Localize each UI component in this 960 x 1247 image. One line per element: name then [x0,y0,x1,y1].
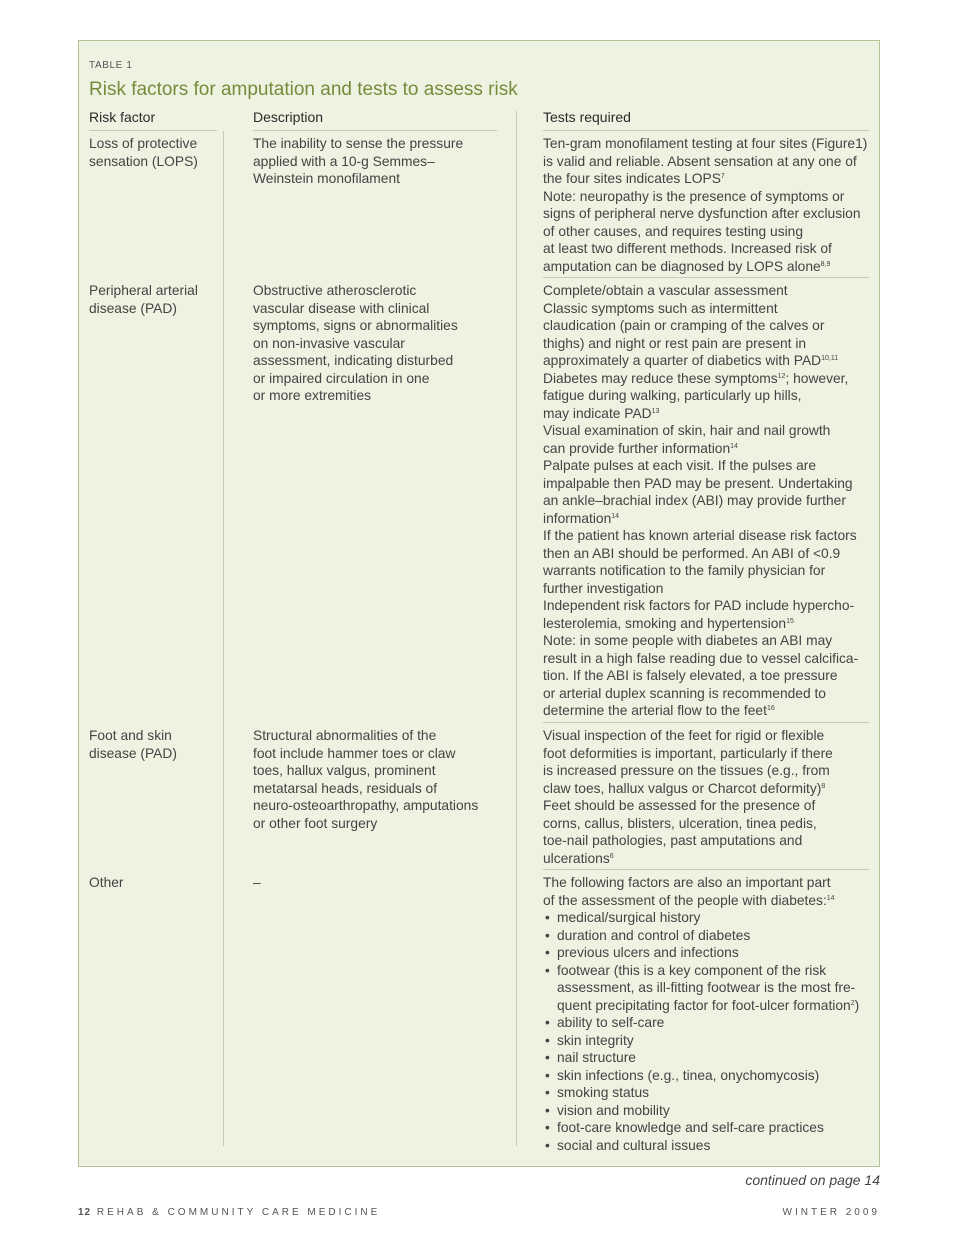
description-cell [253,282,458,405]
cell-line: or impaired circulation in one [253,370,430,386]
reference-superscript: 13 [651,407,660,415]
footer-issue: WINTER 2009 [782,1207,880,1218]
cell-line: toes, hallux valgus, prominent [253,763,436,778]
column-divider [223,131,224,1146]
cell-line: applied with a 10-g Semmes– [253,153,435,169]
bullet-item: • foot-care knowledge and self-care practices [543,1119,859,1137]
reference-superscript: 14 [826,894,835,902]
cell-line: foot include hammer toes or claw [253,745,456,761]
cell-line: Peripheral arterial [89,283,198,298]
reference-superscript: 14 [611,512,620,520]
bullet-item: • smoking status [543,1084,859,1102]
column-divider [516,111,517,1146]
cell-line: Foot and skin [89,728,172,743]
reference-superscript: 12 [777,372,786,380]
bullet-item: • social and cultural issues [543,1137,859,1155]
risk-factor-cell [89,282,198,317]
cell-line: The following factors are also an important part [543,875,831,890]
cell-line: or arterial duplex scanning is recommended to [543,685,826,701]
publication-name: REHAB & COMMUNITY CARE MEDICINE [96,1207,381,1218]
cell-line: quent precipitating factor for foot-ulcer formation$^2$) [557,997,860,1013]
reference-superscript: 2 [850,999,855,1007]
bullet-item: • vision and mobility [543,1102,859,1120]
cell-line: foot deformities is important, particularly if there [543,745,833,761]
table-panel [78,40,880,1167]
cell-line: determine the arterial flow to the feet$^{16}$ [543,703,775,718]
page-number: 12 [78,1207,92,1218]
cell-line: Ten-gram monofilament testing at four sites (Figure1) [543,136,868,151]
row-divider [253,130,497,131]
cell-line: Feet should be assessed for the presence of [543,798,816,813]
cell-line: disease (PAD) [89,300,177,316]
cell-line: Diabetes may reduce these symptoms$^{12}$; however, [543,370,849,386]
bullet-item: • medical/surgical history [543,909,859,927]
header-risk-factor: Risk factor [89,109,156,125]
cell-line: Visual examination of skin, hair and nail growth [543,423,831,438]
cell-line: Classic symptoms such as intermittent [543,300,778,316]
risk-factor-cell [89,874,124,892]
cell-line: corns, callus, blisters, ulceration, tinea pedis, [543,815,817,831]
cell-line: warrants notification to the family physician for [543,563,826,578]
cell-line: further investigation [543,580,664,596]
cell-line: – [253,875,261,890]
cell-line: impalpable then PAD may be present. Undertaking [543,475,853,491]
cell-line: an ankle–brachial index (ABI) may provide further [543,493,846,508]
cell-line: may indicate PAD$^{13}$ [543,405,660,421]
cell-line: metatarsal heads, residuals of [253,780,438,796]
cell-line: on non-invasive vascular [253,335,405,351]
cell-line: the four sites indicates LOPS$^7$ [543,171,725,186]
cell-line: of other causes, and requires testing using [543,223,803,239]
tests-required-cell [543,135,867,275]
bullet-item: • skin infections (e.g., tinea, onychomycosis) [543,1067,859,1085]
cell-line: Note: neuropathy is the presence of symptoms or [543,188,845,204]
cell-line: sensation (LOPS) [89,153,198,169]
description-cell [253,135,463,188]
cell-line: can provide further information$^{14}$ [543,440,738,456]
reference-superscript: 10,11 [821,355,839,362]
cell-line: claw toes, hallux valgus or Charcot deformity)$^8$ [543,780,826,796]
cell-line: then an ABI should be performed. An ABI of <0.9 [543,545,841,561]
cell-line: information$^{14}$ [543,510,620,526]
description-cell [253,874,261,892]
cell-line: Other [89,875,124,890]
cell-line: Complete/obtain a vascular assessment [543,283,788,298]
bullet-item: • skin integrity [543,1032,859,1050]
cell-line: Structural abnormalities of the [253,728,437,743]
cell-line: Note: in some people with diabetes an ABI may [543,633,833,648]
cell-line: assessment, as ill-fitting footwear is the most fre- [557,980,856,995]
bullet-item: • previous ulcers and infections [543,944,859,962]
cell-line: Visual inspection of the feet for rigid or flexible [543,728,825,743]
cell-line: signs of peripheral nerve dysfunction after exclusion [543,206,861,221]
row-divider [543,277,869,278]
continued-note: continued on page 14 [745,1172,880,1188]
cell-line: claudication (pain or cramping of the calves or [543,318,825,333]
cell-line: Independent risk factors for PAD include hypercho- [543,598,855,613]
tests-required-cell [543,727,833,867]
cell-line: The inability to sense the pressure [253,136,464,151]
reference-superscript: 6 [609,852,614,860]
footer-publication [78,1207,380,1218]
bullet-item: • duration and control of diabetes [543,927,859,945]
description-cell [253,727,478,832]
tests-required-cell [543,282,858,720]
row-divider [543,869,869,870]
risk-factor-cell [89,727,177,762]
cell-line: thighs) and night or rest pain are present in [543,335,807,351]
cell-line: If the patient has known arterial disease risk factors [543,528,857,543]
cell-line: Weinstein monofilament [253,171,400,186]
cell-line: lesterolemia, smoking and hypertension$^{15}$ [543,615,794,631]
cell-line: is valid and reliable. Absent sensation at any one of [543,153,857,169]
row-divider [543,130,869,131]
row-divider [543,722,869,723]
cell-line: Obstructive atherosclerotic [253,283,417,298]
cell-line: fatigue during walking, particularly up hills, [543,388,802,403]
cell-line: toe-nail pathologies, past amputations and [543,833,803,848]
row-divider [89,130,217,131]
cell-line: Palpate pulses at each visit. If the pulses are [543,458,817,473]
cell-line: is increased pressure on the tissues (e.g., from [543,763,830,778]
bullet-item: • ability to self-care [543,1014,859,1032]
cell-line: approximately a quarter of diabetics with PAD$^{10,11}$ [543,353,839,368]
table-title: Risk factors for amputation and tests to assess risk [89,79,518,100]
cell-line: symptoms, signs or abnormalities [253,318,458,333]
cell-line: Loss of protective [89,136,198,151]
reference-superscript: 15 [786,617,794,625]
table-label: TABLE 1 [89,60,133,71]
cell-line: or other foot surgery [253,815,378,831]
cell-line: at least two different methods. Increased risk of [543,241,832,256]
header-tests-required: Tests required [543,109,631,125]
cell-line: ulcerations$^6$ [543,850,614,866]
cell-line: or more extremities [253,388,372,403]
cell-line: tion. If the ABI is falsely elevated, a toe pressure [543,668,838,683]
risk-factor-cell [89,135,198,170]
bullet-item: • nail structure [543,1049,859,1067]
cell-line: vascular disease with clinical [253,300,430,316]
bullet-item: • footwear (this is a key component of the risk [543,962,859,980]
reference-superscript: 8,9 [820,260,831,268]
cell-line: disease (PAD) [89,745,177,761]
cell-line: of the assessment of the people with diabetes:$^{14}$ [543,892,835,908]
reference-superscript: 16 [766,705,775,712]
reference-superscript: 8 [821,782,826,790]
cell-line: amputation can be diagnosed by LOPS alone$^{8,9}$ [543,258,831,274]
tests-required-cell [543,874,859,1154]
cell-line: neuro-osteoarthropathy, amputations [253,798,479,813]
header-description: Description [253,109,324,125]
reference-superscript: 7 [720,173,725,180]
reference-superscript: 14 [730,442,738,450]
cell-line: assessment, indicating disturbed [253,353,454,368]
cell-line: result in a high false reading due to vessel calcifica- [543,650,859,666]
